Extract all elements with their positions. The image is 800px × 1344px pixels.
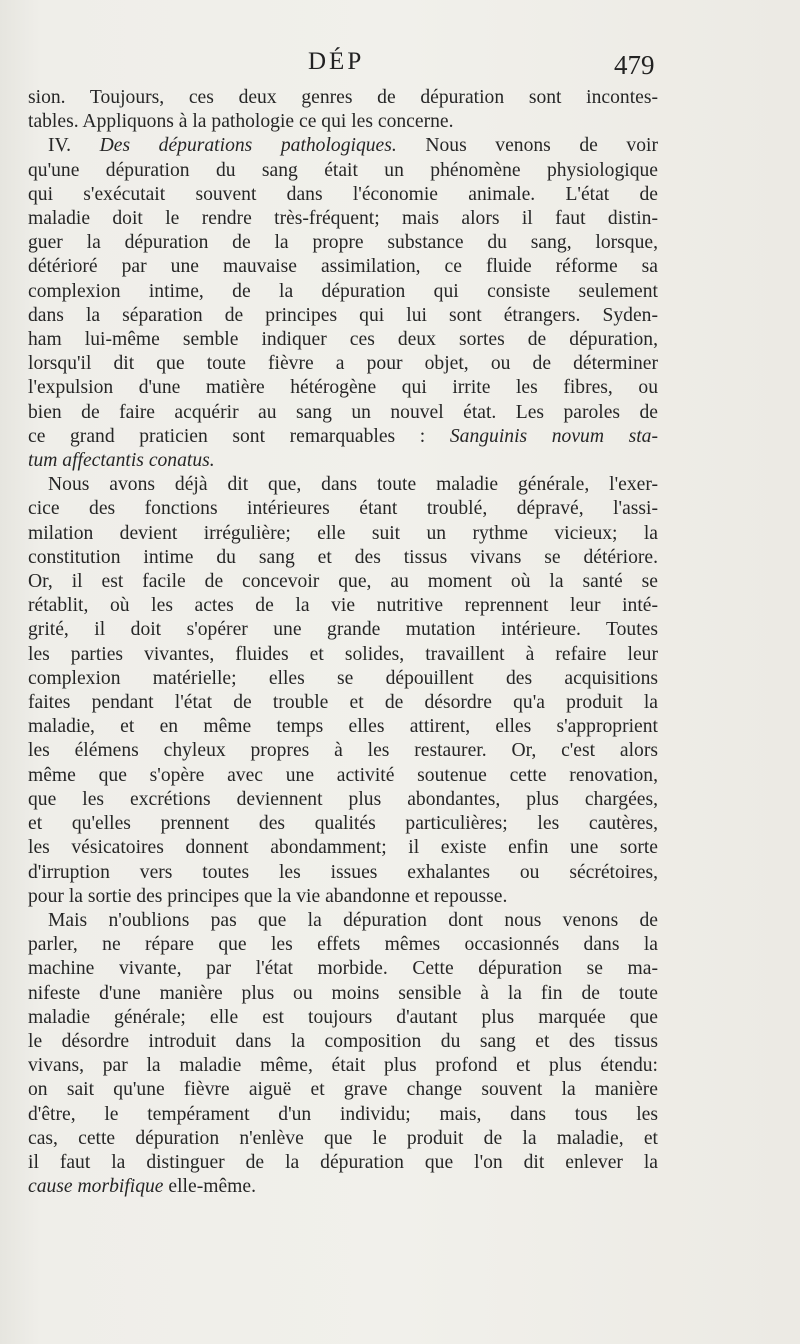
text-line: ce grand praticien sont remarquables : Sanguinis novum sta- [28,425,658,447]
text-line: même que s'opère avec une activité soutenue cette renovation, [28,764,658,786]
text-line: IV. Des dépurations pathologiques. Nous venons de voir [48,135,658,157]
text-line: tables. Appliquons à la pathologie ce qui les concerne. [28,111,454,133]
text-line: le désordre introduit dans la composition du sang et des tissus [28,1030,658,1052]
text-line: pour la sortie des principes que la vie abandonne et repousse. [28,885,508,907]
paragraph [28,909,658,1199]
text-line: guer la dépuration de la propre substance du sang, lorsque, [28,232,658,254]
text-line: cause morbifique elle-même. [28,1176,256,1198]
text-line: les parties vivantes, fluides et solides, travaillent à refaire leur [28,643,658,665]
text-line: qui s'exécutait souvent dans l'économie animale. L'état de [28,183,658,205]
paragraph [28,86,658,134]
text-line: et qu'elles prennent des qualités particulières; les cautères, [28,813,658,835]
text-line: nifeste d'une manière plus ou moins sensible à la fin de toute [28,982,658,1004]
text-line: Or, il est facile de concevoir que, au moment où la santé se [28,571,658,593]
text-line: d'être, le tempérament d'un individu; mais, dans tous les [28,1103,658,1125]
text-line: maladie générale; elle est toujours d'autant plus marquée que [28,1006,658,1028]
text-line: complexion intime, de la dépuration qui consiste seulement [28,280,658,302]
text-line: vivans, par la maladie même, était plus profond et plus étendu: [28,1055,658,1077]
text-line: bien de faire acquérir au sang un nouvel état. Les paroles de [28,401,658,423]
text-line: parler, ne répare que les effets mêmes occasionnés dans la [28,934,658,956]
text-line: lorsqu'il dit que toute fièvre a pour objet, ou de déterminer [28,353,658,375]
text-line: détérioré par une mauvaise assimilation, ce fluide réforme sa [28,256,658,278]
paragraph [28,473,658,909]
page-header [0,46,800,80]
text-line: sion. Toujours, ces deux genres de dépuration sont incontes- [28,87,658,108]
text-line: ham lui-même semble indiquer ces deux sortes de dépuration, [28,329,658,351]
running-head: DÉP [308,48,365,75]
text-line: les vésicatoires donnent abondamment; il existe enfin une sorte [28,837,658,859]
text-line: qu'une dépuration du sang était un phénomène physiologique [28,159,658,181]
text-line: rétablit, où les actes de la vie nutritive reprennent leur inté- [28,595,658,617]
text-line: que les excrétions deviennent plus abondantes, plus chargées, [28,788,658,810]
text-line: cas, cette dépuration n'enlève que le produit de la maladie, et [28,1127,658,1149]
text-line: il faut la distinguer de la dépuration que l'on dit enlever la [28,1151,658,1173]
text-line: Mais n'oublions pas que la dépuration dont nous venons de [48,909,658,931]
text-line: machine vivante, par l'état morbide. Cette dépuration se ma- [28,958,658,980]
text-line: faites pendant l'état de trouble et de désordre qu'a produit la [28,692,658,714]
text-line: d'irruption vers toutes les issues exhalantes ou sécrétoires, [28,861,658,883]
body-text [28,86,658,1199]
paragraph [28,134,658,473]
text-line: on sait qu'une fièvre aiguë et grave change souvent la manière [28,1079,658,1101]
text-line: grité, il doit s'opérer une grande mutation intérieure. Toutes [28,619,658,641]
text-line: maladie doit le rendre très-fréquent; mais alors il faut distin- [28,208,658,230]
page-number: 479 [614,50,655,80]
text-line: constitution intime du sang et des tissus vivans se détériore. [28,546,658,568]
text-line: maladie, et en même temps elles attirent, elles s'approprient [28,716,658,738]
text-line: dans la séparation de principes qui lui sont étrangers. Syden- [28,304,658,326]
text-line: complexion matérielle; elles se dépouillent des acquisitions [28,667,658,689]
text-line: tum affectantis conatus. [28,450,215,472]
text-line: l'expulsion d'une matière hétérogène qui irrite les fibres, ou [28,377,658,399]
text-line: milation devient irrégulière; elle suit un rythme vicieux; la [28,522,658,544]
text-line: Nous avons déjà dit que, dans toute maladie générale, l'exer- [48,474,658,496]
text-line: les élémens chyleux propres à les restaurer. Or, c'est alors [28,740,658,762]
text-line: cice des fonctions intérieures étant troublé, dépravé, l'assi- [28,498,658,520]
